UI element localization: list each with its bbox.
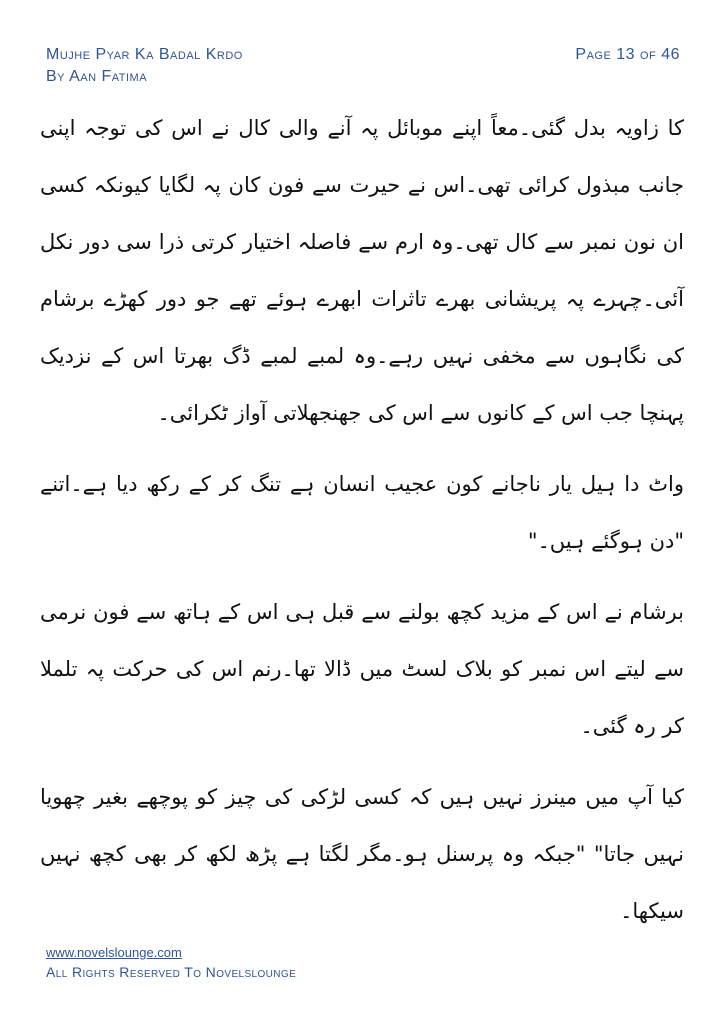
paragraph-1: کا زاویہ بدل گئی۔معاً اپنے موبائل پہ آنے والی کال نے اس کی توجہ اپنی جانب مبذول کرائی تھی۔اس نے حیرت سے فون کان پہ لگایا کیونکہ کسی ان نون نمبر سے کال تھی۔وہ ارم سے فاصلہ اختیار کرتی ذرا سی دور نکل آئی۔چہرے پہ پریشانی بھرے تاثرات ابھرے ہوئے تھے جو دور کھڑے برشام کی نگاہوں سے مخفی نہیں رہے۔وہ لمبے لمبے ڈگ بھرتا اس کے نزدیک پہنچا جب اس کے کانوں سے اس کی جھنجھلاتی آواز ٹکرائی۔ xyxy=(40,116,684,425)
author-line: By Aan Fatima xyxy=(46,68,148,85)
page-number: Page 13 of 46 xyxy=(575,46,680,63)
page-body xyxy=(40,100,684,954)
novel-title: Mujhe Pyar Ka Badal Krdo xyxy=(46,46,243,63)
page-header-left xyxy=(46,44,243,88)
page-footer xyxy=(46,944,296,982)
rights-notice: All Rights Reserved To Novelslounge xyxy=(46,964,297,980)
paragraph-2: واٹ دا ہیل یار ناجانے کون عجیب انسان ہے تنگ کر کے رکھ دیا ہے۔اتنے "دن ہوگئے ہیں۔" xyxy=(40,472,684,553)
paragraph-3: برشام نے اس کے مزید کچھ بولنے سے قبل ہی اس کے ہاتھ سے فون نرمی سے لیتے اس نمبر کو بلاک لسٹ میں ڈالا تھا۔رنم اس کی حرکت پہ تلملا کر رہ گئی۔ xyxy=(40,600,684,738)
paragraph-4: کیا آپ میں مینرز نہیں ہیں کہ کسی لڑکی کی چیز کو پوچھے بغیر چھویا نہیں جاتا" "جبکہ وہ پرسنل ہو۔مگر لگتا ہے پڑھ لکھ کر بھی کچھ نہیں سیکھا۔ xyxy=(40,785,684,923)
website-link[interactable]: www.novelslounge.com xyxy=(46,945,182,960)
